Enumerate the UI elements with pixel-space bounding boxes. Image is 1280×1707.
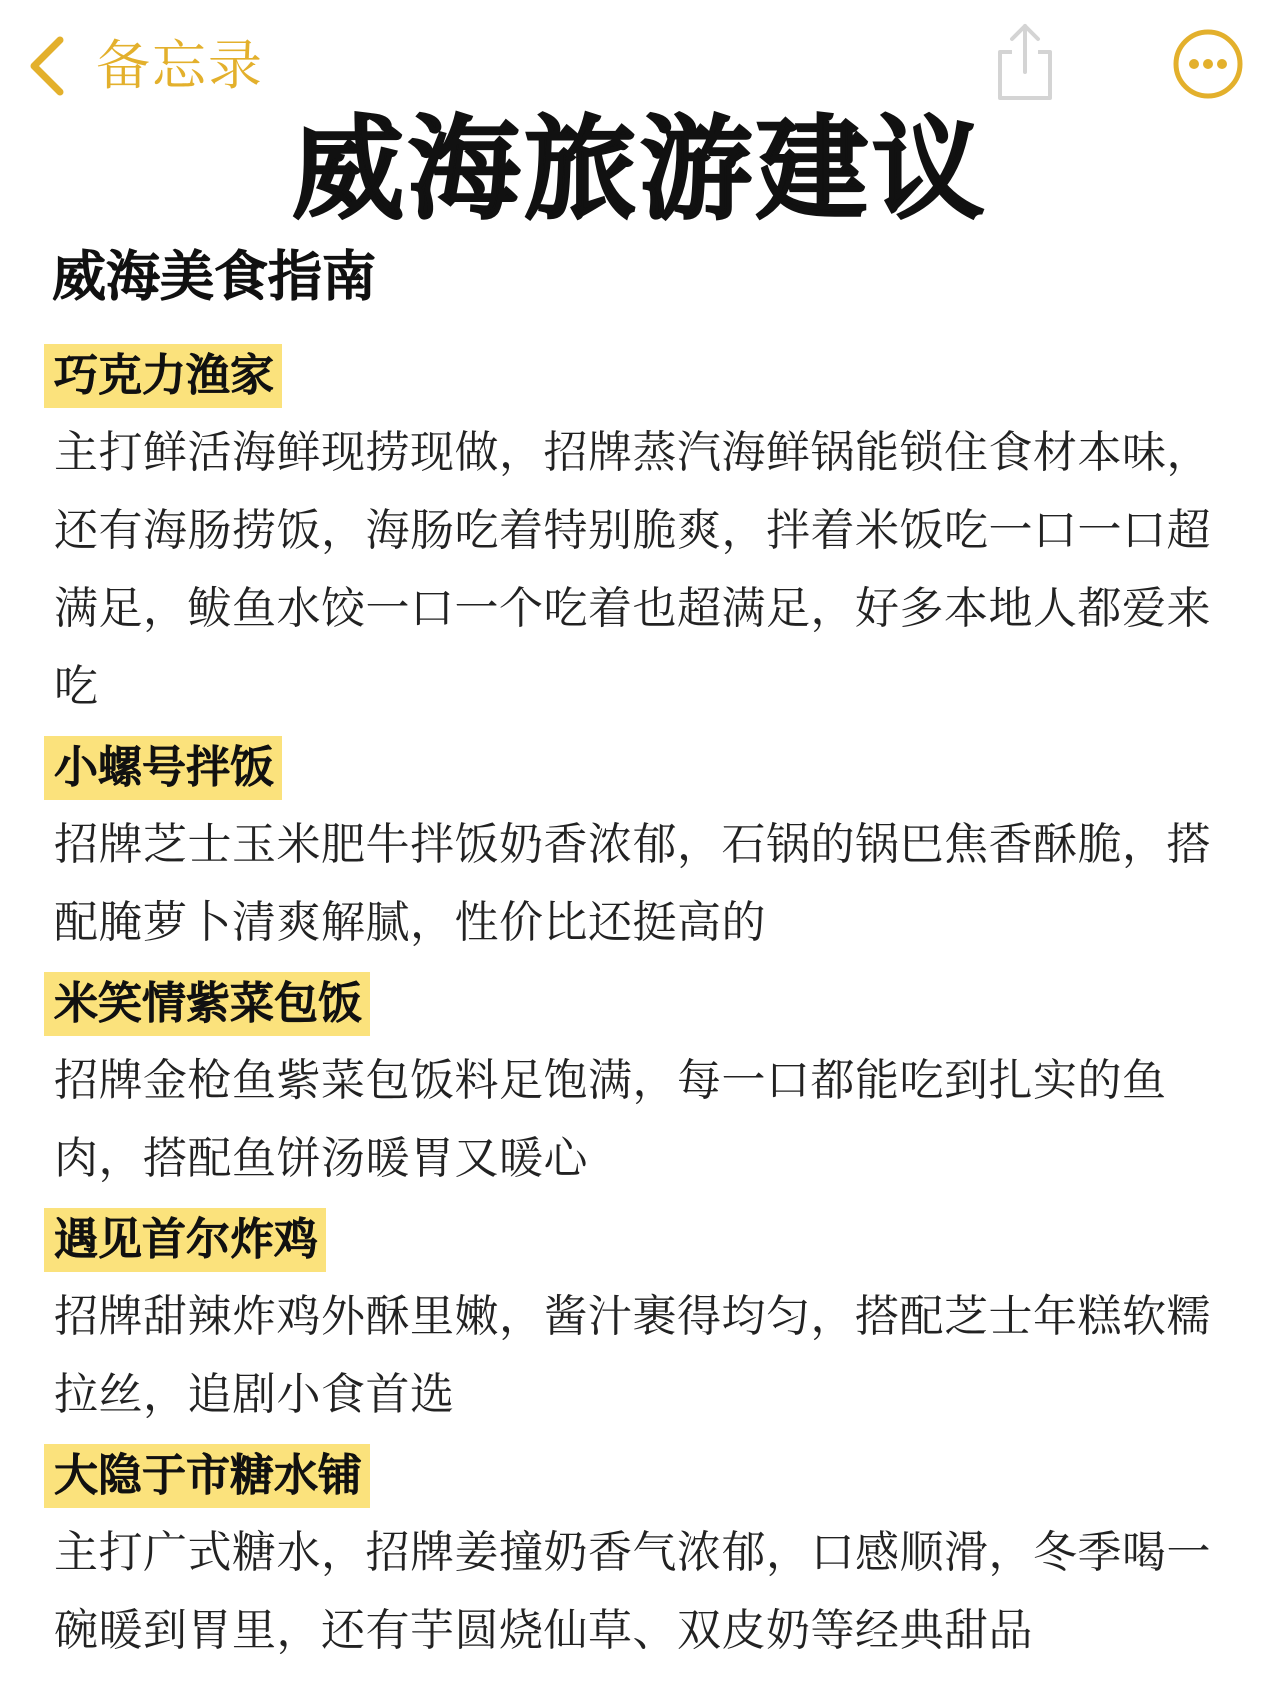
restaurant-name: 小螺号拌饭 bbox=[44, 736, 282, 800]
chevron-left-icon bbox=[26, 34, 66, 98]
back-button[interactable] bbox=[26, 30, 264, 102]
section-heading: 威海美食指南 bbox=[52, 245, 376, 308]
note-title: 威海旅游建议 bbox=[292, 105, 988, 235]
restaurant-description: 主打鲜活海鲜现捞现做，招牌蒸汽海鲜锅能锁住食材本味，还有海肠捞饭，海肠吃着特别脆爽，拌着米饭吃一口一口超满足，鲅鱼水饺一口一个吃着也超满足，好多本地人都爱来吃 bbox=[54, 427, 1211, 712]
list-item bbox=[44, 1444, 1244, 1670]
restaurant-name: 米笑情紫菜包饭 bbox=[44, 972, 370, 1036]
restaurant-name: 遇见首尔炸鸡 bbox=[44, 1208, 326, 1272]
list-item bbox=[44, 1208, 1244, 1434]
back-label: 备忘录 bbox=[96, 34, 264, 97]
restaurant-description: 招牌芝士玉米肥牛拌饭奶香浓郁，石锅的锅巴焦香酥脆，搭配腌萝卜清爽解腻，性价比还挺高的 bbox=[54, 819, 1211, 948]
list-item bbox=[44, 736, 1244, 962]
restaurant-description: 招牌甜辣炸鸡外酥里嫩，酱汁裹得均匀，搭配芝士年糕软糯拉丝，追剧小食首选 bbox=[54, 1291, 1211, 1420]
restaurant-list bbox=[44, 344, 1244, 1680]
more-button[interactable] bbox=[1172, 28, 1244, 100]
list-item bbox=[44, 972, 1244, 1198]
restaurant-name: 巧克力渔家 bbox=[44, 344, 282, 408]
list-item bbox=[44, 344, 1244, 726]
restaurant-description: 主打广式糖水，招牌姜撞奶香气浓郁，口感顺滑，冬季喝一碗暖到胃里，还有芋圆烧仙草、双皮奶等经典甜品 bbox=[54, 1527, 1211, 1656]
restaurant-description: 招牌金枪鱼紫菜包饭料足饱满，每一口都能吃到扎实的鱼肉，搭配鱼饼汤暖胃又暖心 bbox=[54, 1055, 1167, 1184]
restaurant-name: 大隐于市糖水铺 bbox=[44, 1444, 370, 1508]
share-button[interactable] bbox=[990, 20, 1060, 104]
